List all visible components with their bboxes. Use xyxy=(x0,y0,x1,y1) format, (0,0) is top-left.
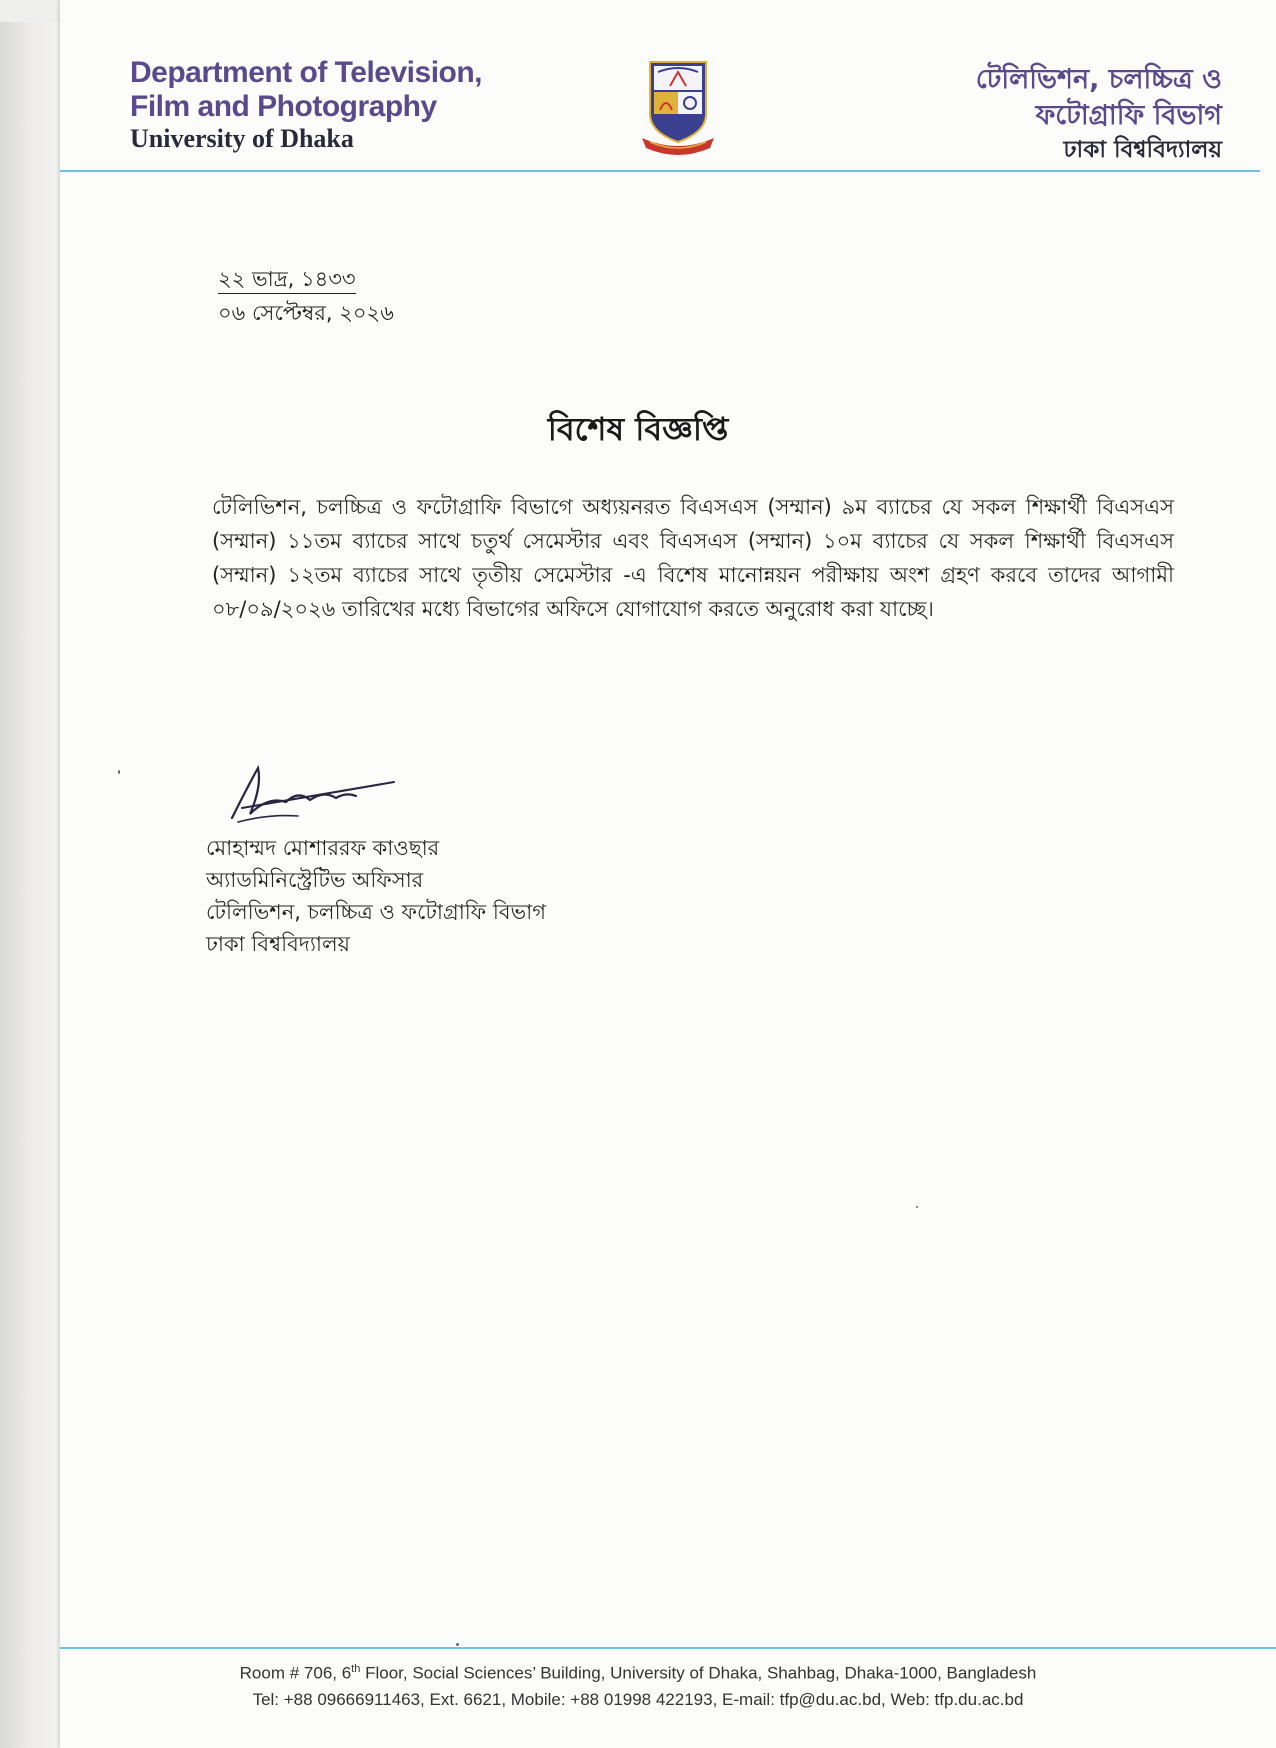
department-name-bangla-line1: টেলিভিশন, চলচ্চিত্র ও xyxy=(975,64,1222,95)
department-name-line2: Film and Photography xyxy=(130,90,437,123)
footer-divider xyxy=(60,1647,1276,1649)
footer-address: Room # 706, 6th Floor, Social Sciences’ Building, University of Dhaka, Shahbag, Dhaka-1000, Bangladesh xyxy=(239,1663,1037,1683)
notice-date xyxy=(218,262,394,330)
university-name-bangla: ঢাকা বিশ্ববিদ্যালয় xyxy=(1063,137,1222,163)
notice-title: বিশেষ বিজ্ঞপ্তি xyxy=(547,410,729,448)
signature-icon xyxy=(228,756,398,826)
notice-body: টেলিভিশন, চলচ্চিত্র ও ফটোগ্রাফি বিভাগে অধ্যয়নরত বিএসএস (সম্মান) ৯ম ব্যাচের যে সকল শিক্ষার্থী বিএসএস (সম্মান) ১১তম ব্যাচের সাথে চতুর্থ সেমেস্টার এবং বিএসএস (সম্মান) ১০ম ব্যাচের যে সকল শিক্ষার্থী বিএসএস (সম্মান) ১২তম ব্যাচের সাথে তৃতীয় সেমেস্টার -এ বিশেষ মানোন্নয়ন পরীক্ষায় অংশ গ্রহণ করবে তাদের আগামী ০৮/০৯/২০২৬ তারিখের মধ্যে বিভাগের অফিসে যোগাযোগ করতে অনুরোধ করা যাচ্ছে। xyxy=(212,495,1174,621)
footer xyxy=(0,1656,1276,1713)
date-bangla-calendar: ২২ ভাদ্র, ১৪৩৩ xyxy=(218,265,356,294)
date-gregorian: ০৬ সেপ্টেম্বর, ২০২৬ xyxy=(218,301,394,325)
signatory-name: মোহাম্মদ মোশাররফ কাওছার xyxy=(206,836,440,860)
signatory-designation: অ্যাডমিনিস্ট্রেটিভ অফিসার xyxy=(206,868,424,892)
university-crest-icon xyxy=(638,58,718,158)
department-name-line1: Department of Television, xyxy=(130,56,483,89)
department-name-bangla-line2: ফটোগ্রাফি বিভাগ xyxy=(1035,100,1222,131)
signatory-block xyxy=(206,832,546,960)
signatory-department: টেলিভিশন, চলচ্চিত্র ও ফটোগ্রাফি বিভাগ xyxy=(206,900,547,924)
footer-contact: Tel: +88 09666911463, Ext. 6621, Mobile: +88 01998 422193, E-mail: tfp@du.ac.bd, Web: tfp.du.ac.bd xyxy=(252,1689,1024,1709)
header-divider xyxy=(60,170,1260,172)
header-bangla xyxy=(976,62,1222,166)
signatory-university: ঢাকা বিশ্ববিদ্যালয় xyxy=(206,932,351,956)
university-name: University of Dhaka xyxy=(130,124,354,153)
header-english xyxy=(130,56,482,154)
